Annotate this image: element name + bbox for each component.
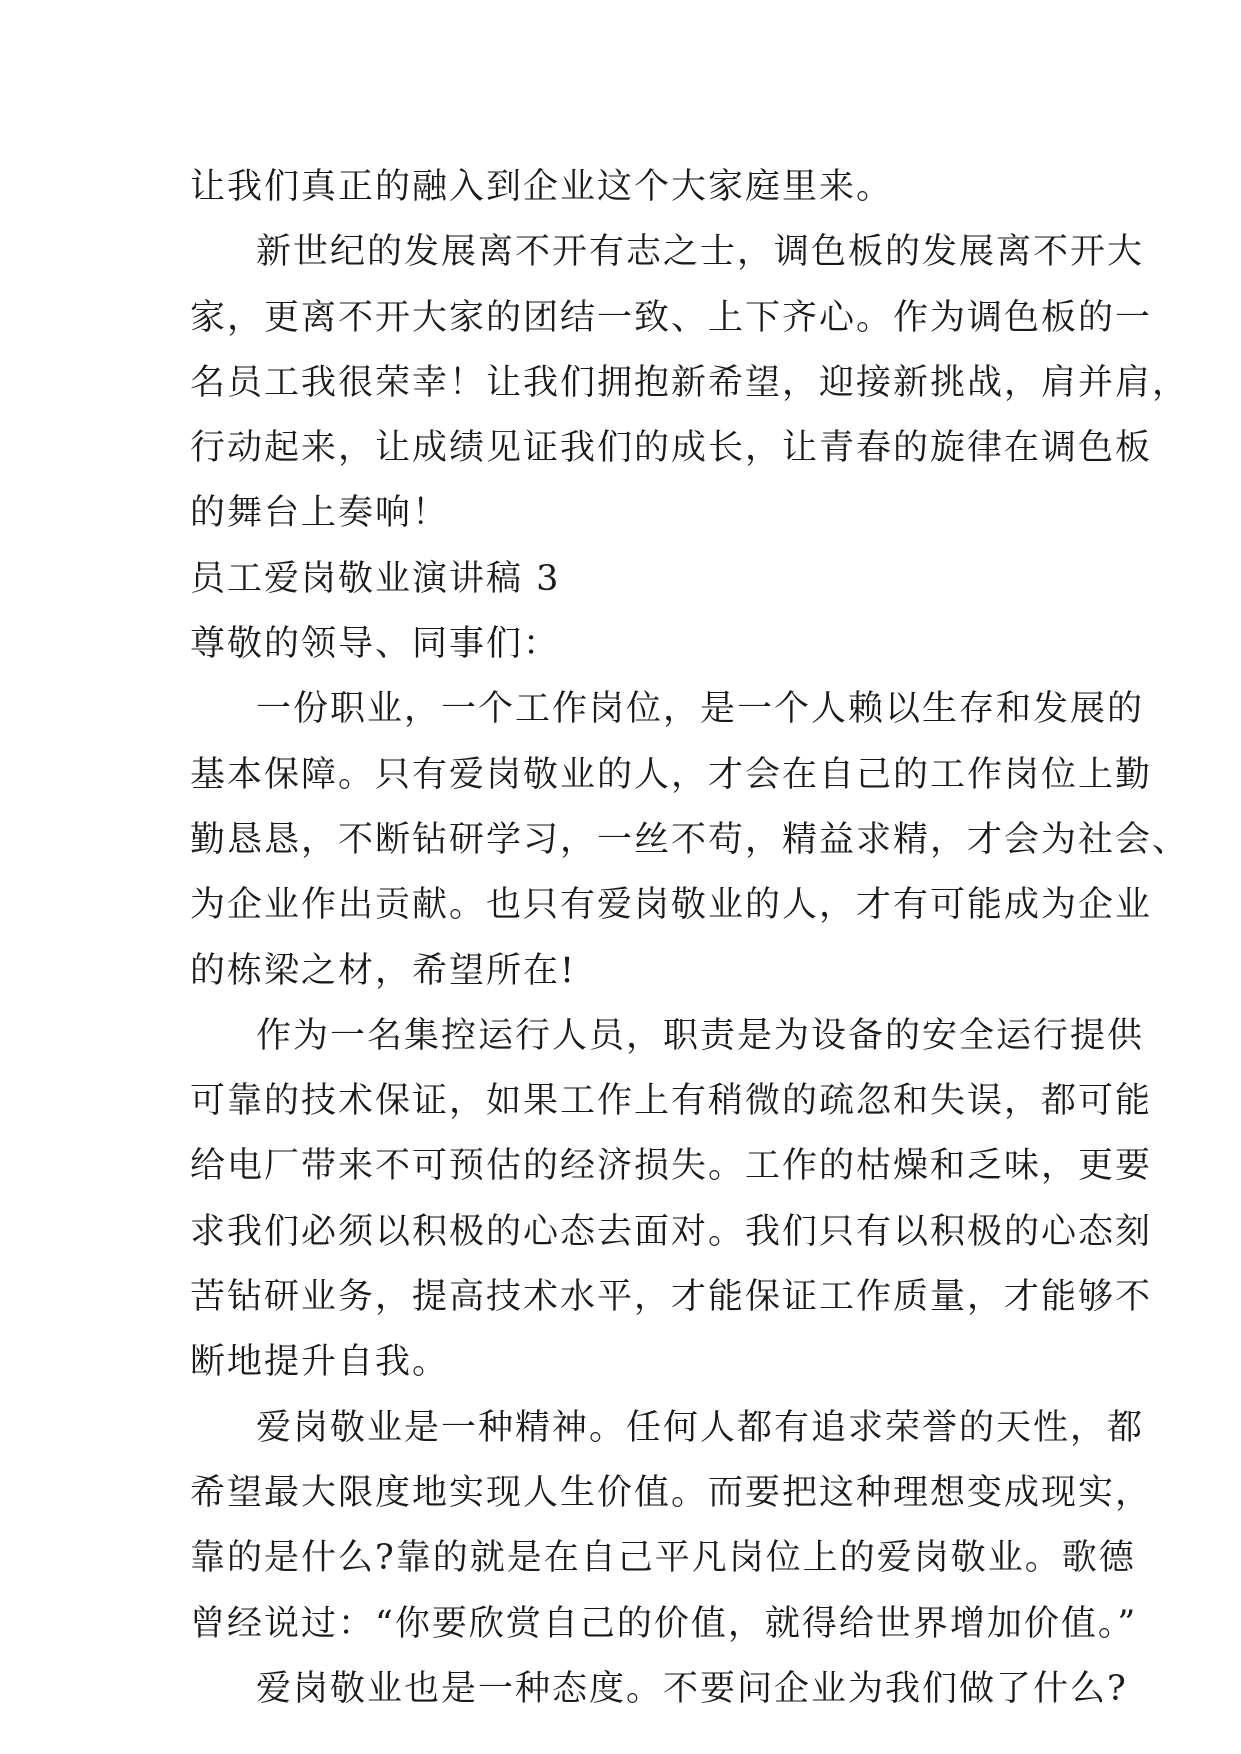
text-line: 爱岗敬业也是一种态度。不要问企业为我们做了什么? (256, 1668, 1128, 1709)
text-line: 给电厂带来不可预估的经济损失。工作的枯燥和乏味，更要 (190, 1146, 1153, 1187)
text-line: 为企业作出贡献。也只有爱岗敬业的人，才有可能成为企业 (190, 885, 1153, 926)
text-line: 让我们真正的融入到企业这个大家庭里来。 (190, 167, 894, 207)
text-line: 勤恳恳，不断钻研学习，一丝不苟，精益求精，才会为社会、 (190, 819, 1190, 860)
text-line: 希望最大限度地实现人生价值。而要把这种理想变成现实， (190, 1472, 1153, 1513)
text-line: 名员工我很荣幸！让我们拥抱新希望，迎接新挑战，肩并肩， (190, 362, 1190, 403)
text-line: 断地提升自我。 (190, 1342, 450, 1383)
text-line: 家，更离不开大家的团结一致、上下齐心。作为调色板的一 (190, 297, 1153, 338)
text-line: 一份职业，一个工作岗位，是一个人赖以生存和发展的 (256, 689, 1145, 730)
text-line: 求我们必须以积极的心态去面对。我们只有以积极的心态刻 (190, 1211, 1153, 1252)
section-heading: 员工爱岗敬业演讲稿 3 (190, 558, 561, 599)
salutation: 尊敬的领导、同事们： (190, 624, 561, 665)
document-body (190, 155, 1190, 1722)
text-line: 苦钻研业务，提高技术水平，才能保证工作质量，才能够不 (190, 1277, 1153, 1318)
text-line: 可靠的技术保证，如果工作上有稍微的疏忽和失误，都可能 (190, 1081, 1153, 1122)
text-line: 的舞台上奏响！ (190, 493, 450, 534)
text-line: 作为一名集控运行人员，职责是为设备的安全运行提供 (256, 1015, 1145, 1056)
text-line: 行动起来，让成绩见证我们的成长，让青春的旋律在调色板 (190, 428, 1153, 469)
text-line: 爱岗敬业是一种精神。任何人都有追求荣誉的天性，都 (256, 1407, 1145, 1448)
text-line: 曾经说过：“你要欣赏自己的价值，就得给世界增加价值。” (190, 1603, 1138, 1644)
text-line: 的栋梁之材，希望所在! (190, 950, 577, 991)
text-line: 靠的是什么?靠的就是在自己平凡岗位上的爱岗敬业。歌德 (190, 1538, 1136, 1579)
text-line: 新世纪的发展离不开有志之士，调色板的发展离不开大 (256, 232, 1145, 273)
text-line: 基本保障。只有爱岗敬业的人，才会在自己的工作岗位上勤 (190, 754, 1153, 795)
